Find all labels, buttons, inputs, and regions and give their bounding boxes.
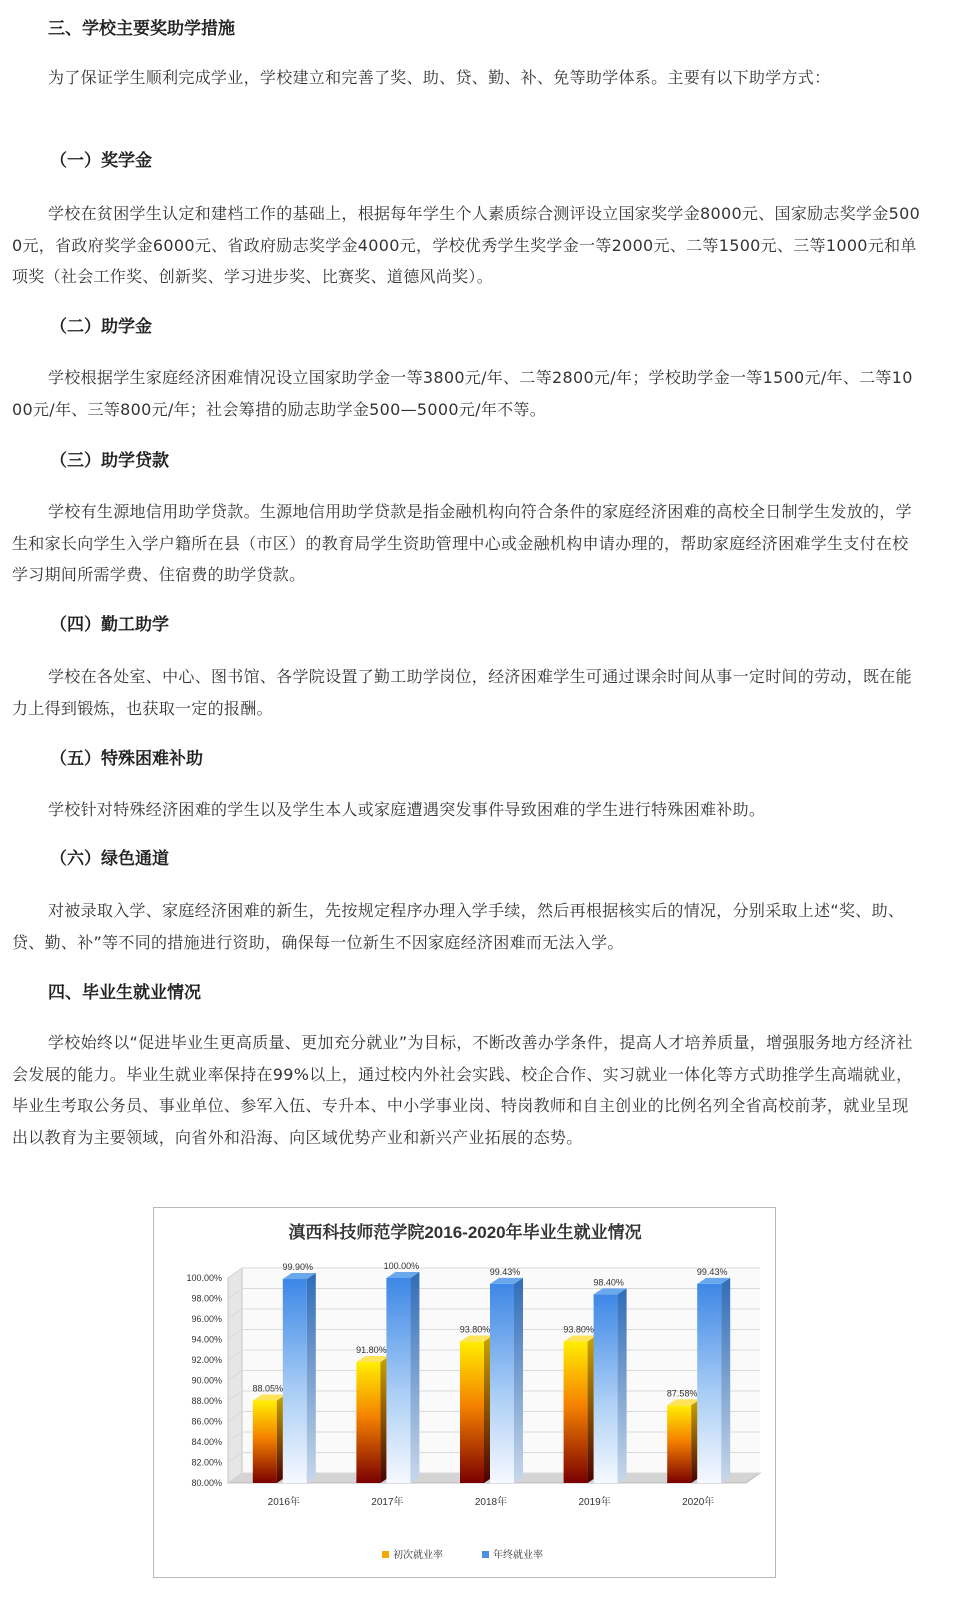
bar-final-rate-side (514, 1278, 523, 1483)
bar-initial-rate (564, 1342, 588, 1483)
y-tick-label: 90.00% (191, 1375, 222, 1386)
subheading-green-channel: （六）绿色通道 (50, 849, 169, 869)
data-label: 99.43% (696, 1266, 728, 1277)
x-tick-label: 2019年 (578, 1497, 611, 1508)
legend-swatch-final (482, 1551, 489, 1558)
bar-final-rate (283, 1279, 307, 1483)
bar-final-rate-side (618, 1288, 627, 1483)
y-tick-label: 88.00% (191, 1396, 222, 1406)
paragraph-employment: 学校始终以“促进毕业生更高质量、更加充分就业”为目标，不断改善办学条件，提高人才培养质量，增强服务地方经济社会发展的能力。毕业生就业率保持在99%以上，通过校内外社会实践、校企合作、实习就业一体化等方式助推学生高端就业，毕业生考取公务员、事业单位、参军入伍、专升本、中小学事业岗、特岗教师和自主创业的比例名列全省高校前茅，就业呈现出以教育为主要领域，向省外和沿海、向区域优势产业和新兴产业拓展的态势。 (12, 1033, 913, 1147)
data-label: 88.05% (252, 1383, 284, 1394)
subheading-hardship-aid: （五）特殊困难补助 (50, 749, 203, 769)
data-label: 99.90% (282, 1262, 314, 1273)
section-heading-aid-measures: 三、学校主要奖助学措施 (48, 19, 235, 39)
subheading-loan: （三）助学贷款 (50, 451, 169, 471)
paragraph-green-channel: 对被录取入学、家庭经济困难的新生，先按规定程序办理入学手续，然后再根据核实后的情况，分别采取上述“奖、助、贷、勤、补”等不同的措施进行资助，确保每一位新生不因家庭经济困难而无法入学。 (12, 901, 905, 952)
data-label: 98.40% (593, 1277, 624, 1288)
x-tick-label: 2018年 (474, 1497, 508, 1508)
paragraph-scholarship: 学校在贫困学生认定和建档工作的基础上，根据每年学生个人素质综合测评设立国家奖学金8000元、国家励志奖学金5000元，省政府奖学金6000元、省政府励志奖学金4000元，学校优秀学生奖学金一等2000元、二等1500元、三等1000元和单项奖（社会工作奖、创新奖、学习进步奖、比赛奖、道德风尚奖）。 (12, 204, 921, 286)
y-tick-label: 92.00% (191, 1355, 222, 1365)
paragraph-grant: 学校根据学生家庭经济困难情况设立国家助学金一等3800元/年、二等2800元/年；学校助学金一等1500元/年、二等1000元/年、三等800元/年；社会筹措的励志助学金500—5000元/年不等。 (12, 368, 913, 419)
legend-label-final: 年终就业率 (493, 1550, 543, 1561)
chart-title: 滇西科技师范学院2016-2020年毕业生就业情况 (288, 1223, 642, 1242)
section-heading-employment: 四、毕业生就业情况 (48, 983, 201, 1003)
subheading-work-study: （四）勤工助学 (50, 615, 169, 635)
data-label: 99.43% (489, 1266, 521, 1277)
data-label: 100.00% (383, 1261, 420, 1271)
y-tick-label: 98.00% (191, 1293, 222, 1304)
bar-initial-rate (460, 1342, 484, 1483)
bar-initial-rate (253, 1400, 277, 1483)
y-tick-label: 86.00% (191, 1416, 222, 1427)
bar-final-rate (490, 1284, 514, 1483)
subheading-grant: （二）助学金 (50, 317, 152, 337)
data-label: 93.80% (563, 1324, 594, 1335)
bar-final-rate-side (307, 1273, 316, 1483)
paragraph-loan: 学校有生源地信用助学贷款。生源地信用助学贷款是指金融机构向符合条件的家庭经济困难的高校全日制学生发放的，学生和家长向学生入学户籍所在县（市区）的教育局学生资助管理中心或金融机构申请办理的，帮助家庭经济困难学生支付在校学习期间所需学费、住宿费的助学贷款。 (12, 502, 912, 584)
x-tick-label: 2020年 (682, 1497, 715, 1508)
paragraph-work-study: 学校在各处室、中心、图书馆、各学院设置了勤工助学岗位，经济困难学生可通过课余时间从事一定时间的劳动，既在能力上得到锻炼，也获取一定的报酬。 (12, 667, 912, 718)
bar-initial-rate (667, 1405, 691, 1483)
legend-label-initial: 初次就业率 (393, 1550, 443, 1561)
legend-swatch-initial (382, 1551, 389, 1558)
bar-final-rate (386, 1278, 410, 1483)
y-tick-label: 94.00% (191, 1334, 222, 1345)
paragraph-hardship-aid: 学校针对特殊经济困难的学生以及学生本人或家庭遭遇突发事件导致困难的学生进行特殊困难补助。 (48, 800, 766, 819)
x-tick-label: 2016年 (267, 1497, 300, 1508)
data-label: 87.58% (666, 1388, 698, 1399)
bar-initial-rate (356, 1362, 380, 1483)
employment-chart-svg (154, 1208, 775, 1577)
bar-final-rate-side (721, 1278, 730, 1483)
bar-final-rate (594, 1294, 618, 1483)
bar-final-rate (697, 1284, 721, 1483)
y-tick-label: 96.00% (191, 1314, 222, 1324)
y-tick-label: 84.00% (191, 1437, 222, 1447)
data-label: 91.80% (356, 1345, 387, 1356)
bar-final-rate-side (410, 1272, 419, 1483)
data-label: 93.80% (459, 1324, 491, 1335)
x-tick-label: 2017年 (371, 1497, 404, 1508)
employment-chart (153, 1207, 776, 1578)
subheading-scholarship: （一）奖学金 (50, 151, 152, 171)
y-tick-label: 82.00% (191, 1457, 222, 1468)
paragraph-aid-intro: 为了保证学生顺利完成学业，学校建立和完善了奖、助、贷、勤、补、免等助学体系。主要有以下助学方式： (48, 68, 831, 87)
y-tick-label: 100.00% (186, 1273, 222, 1283)
y-tick-label: 80.00% (191, 1478, 222, 1488)
